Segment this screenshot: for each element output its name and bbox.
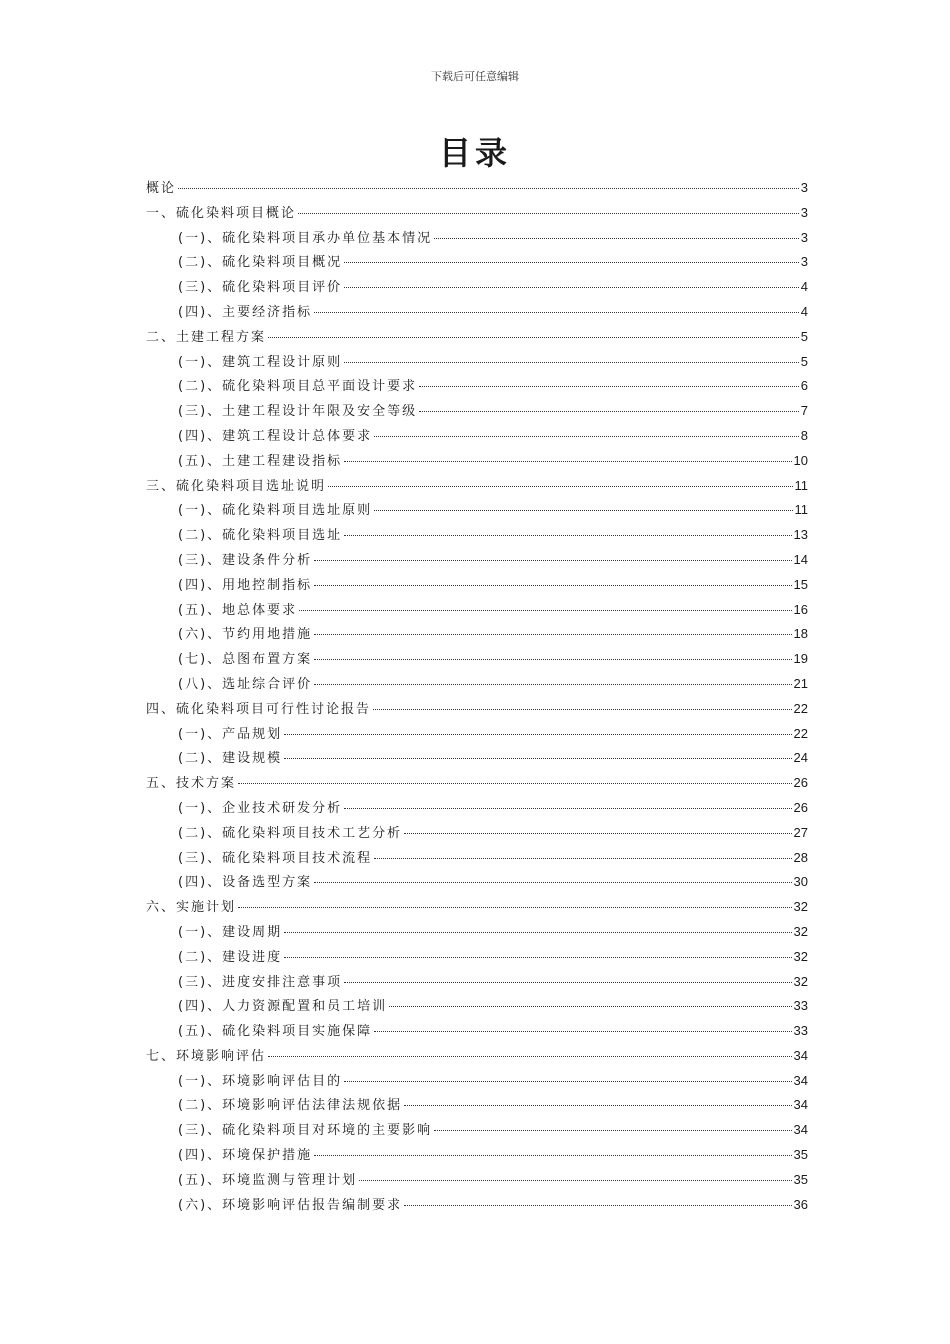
toc-subsection-entry[interactable] (146, 1168, 808, 1193)
toc-section-entry[interactable] (146, 201, 808, 226)
toc-dot-leader (374, 857, 791, 859)
toc-subsection-entry[interactable] (146, 870, 808, 895)
toc-dot-leader (284, 733, 791, 735)
toc-dot-leader (268, 1055, 792, 1057)
toc-entry-title: 概论 (146, 181, 177, 196)
toc-subsection-entry[interactable] (146, 722, 808, 747)
toc-entry-title: (五)、硫化染料项目实施保障 (178, 1024, 373, 1040)
toc-dot-leader (284, 956, 791, 958)
toc-title: 目录 (438, 134, 511, 172)
toc-dot-leader (389, 1005, 791, 1007)
toc-dot-leader (419, 385, 799, 387)
toc-subsection-entry[interactable] (146, 1093, 808, 1118)
download-note: 下载后可任意编辑 (431, 70, 519, 83)
toc-entry-title: (八)、选址综合评价 (178, 676, 313, 692)
toc-page-number: 35 (793, 1147, 808, 1163)
toc-subsection-entry[interactable] (146, 920, 808, 945)
toc-dot-leader (374, 1030, 791, 1032)
toc-subsection-entry[interactable] (146, 746, 808, 771)
toc-entry-title: (一)、硫化染料项目承办单位基本情况 (178, 230, 433, 246)
toc-entry-title: (二)、硫化染料项目技术工艺分析 (178, 825, 403, 841)
toc-entry-title: (一)、环境影响评估目的 (178, 1073, 343, 1089)
toc-page-number: 10 (793, 452, 808, 468)
toc-dot-leader (268, 336, 799, 338)
toc-page-number: 14 (793, 551, 808, 567)
toc-page-number: 35 (793, 1171, 808, 1187)
toc-entry-title: (一)、建设周期 (178, 924, 283, 940)
toc-entry-title: (一)、企业技术研发分析 (178, 800, 343, 816)
toc-subsection-entry[interactable] (146, 1143, 808, 1168)
toc-entry-title: (三)、硫化染料项目对环境的主要影响 (178, 1123, 433, 1139)
table-of-contents (146, 176, 808, 1217)
toc-page-number: 11 (794, 477, 808, 493)
toc-page-number: 18 (793, 626, 808, 642)
toc-entry-title: (一)、建筑工程设计原则 (178, 354, 343, 370)
toc-dot-leader (314, 1154, 791, 1156)
toc-page-number: 32 (793, 899, 808, 915)
toc-subsection-entry[interactable] (146, 226, 808, 251)
toc-dot-leader (314, 658, 791, 660)
toc-dot-leader (314, 584, 791, 586)
toc-dot-leader (344, 460, 791, 462)
toc-page-number: 34 (793, 1097, 808, 1113)
toc-page-number: 34 (793, 1047, 808, 1063)
toc-page-number: 32 (793, 973, 808, 989)
toc-section-entry[interactable] (146, 325, 808, 350)
toc-entry-title: 三、硫化染料项目选址说明 (146, 478, 327, 494)
toc-page-number: 26 (793, 775, 808, 791)
toc-page-number: 21 (793, 675, 808, 691)
toc-page-number: 34 (793, 1122, 808, 1138)
toc-entry-title: (二)、建设规模 (178, 751, 283, 767)
toc-dot-leader (419, 410, 799, 412)
toc-page-number: 3 (800, 229, 808, 245)
toc-dot-leader (298, 212, 799, 214)
toc-entry-title: (七)、总图布置方案 (178, 652, 313, 668)
toc-entry-title: (四)、设备选型方案 (178, 875, 313, 891)
toc-dot-leader (344, 807, 791, 809)
toc-page-number: 30 (793, 874, 808, 890)
toc-dot-leader (314, 559, 791, 561)
toc-dot-leader (434, 1129, 791, 1131)
toc-page-number: 13 (793, 527, 808, 543)
toc-dot-leader (238, 782, 792, 784)
toc-page-number: 22 (793, 725, 808, 741)
toc-page-number: 11 (794, 502, 808, 518)
toc-entry-title: (一)、硫化染料项目选址原则 (178, 503, 373, 519)
toc-section-entry[interactable] (146, 474, 808, 499)
toc-dot-leader (344, 261, 799, 263)
toc-page-number: 27 (793, 824, 808, 840)
toc-page-number: 5 (800, 353, 808, 369)
toc-page-number: 19 (793, 651, 808, 667)
toc-subsection-entry[interactable] (146, 399, 808, 424)
toc-dot-leader (238, 906, 792, 908)
toc-page-number: 3 (800, 180, 808, 195)
toc-entry-title: (六)、环境影响评估报告编制要求 (178, 1197, 403, 1213)
toc-entry-title: 四、硫化染料项目可行性讨论报告 (146, 701, 372, 717)
toc-page-number: 32 (793, 923, 808, 939)
toc-subsection-entry[interactable] (146, 1193, 808, 1218)
toc-entry-title: (四)、主要经济指标 (178, 304, 313, 320)
toc-subsection-entry[interactable] (146, 970, 808, 995)
toc-entry-title: (二)、硫化染料项目总平面设计要求 (178, 379, 418, 395)
toc-page-number: 3 (800, 254, 808, 270)
toc-page-number: 28 (793, 849, 808, 865)
toc-entry-title: (五)、环境监测与管理计划 (178, 1172, 358, 1188)
toc-entry-title: (三)、硫化染料项目评价 (178, 280, 343, 296)
toc-entry-title: (四)、环境保护措施 (178, 1148, 313, 1164)
toc-dot-leader (373, 708, 792, 710)
toc-subsection-entry[interactable] (146, 350, 808, 375)
toc-dot-leader (284, 757, 791, 759)
toc-entry-title: 一、硫化染料项目概论 (146, 205, 297, 221)
toc-subsection-entry[interactable] (146, 622, 808, 647)
toc-entry-title: (三)、进度安排注意事项 (178, 974, 343, 990)
toc-dot-leader (284, 931, 791, 933)
toc-dot-leader (314, 683, 791, 685)
toc-dot-leader (314, 633, 791, 635)
toc-dot-leader (314, 881, 791, 883)
toc-dot-leader (344, 981, 791, 983)
toc-entry-title: (六)、节约用地措施 (178, 627, 313, 643)
toc-subsection-entry[interactable] (146, 1118, 808, 1143)
toc-page-number: 36 (793, 1196, 808, 1212)
toc-subsection-entry[interactable] (146, 821, 808, 846)
toc-section-entry[interactable] (146, 895, 808, 920)
toc-section-entry[interactable] (146, 697, 808, 722)
toc-page-number: 3 (800, 204, 808, 220)
toc-page-number: 8 (800, 427, 808, 443)
toc-subsection-entry[interactable] (146, 424, 808, 449)
toc-dot-leader (344, 286, 799, 288)
toc-entry-title: (二)、建设进度 (178, 949, 283, 965)
toc-entry-title: (二)、硫化染料项目选址 (178, 528, 343, 544)
toc-dot-leader (374, 435, 799, 437)
toc-dot-leader (344, 361, 799, 363)
toc-dot-leader (299, 609, 791, 611)
toc-entry-title: (一)、产品规划 (178, 726, 283, 742)
toc-subsection-entry[interactable] (146, 647, 808, 672)
toc-entry-title: (三)、土建工程设计年限及安全等级 (178, 404, 418, 420)
toc-page-number: 22 (793, 700, 808, 716)
toc-page-number: 33 (793, 1023, 808, 1039)
toc-dot-leader (374, 509, 792, 511)
toc-entry-title: (四)、建筑工程设计总体要求 (178, 428, 373, 444)
toc-dot-leader (344, 534, 791, 536)
toc-dot-leader (434, 237, 799, 239)
toc-page-number: 26 (793, 799, 808, 815)
toc-dot-leader (314, 311, 799, 313)
toc-entry-title: (二)、环境影响评估法律法规依据 (178, 1098, 403, 1114)
toc-page-number: 6 (800, 378, 808, 394)
toc-page-number: 7 (800, 403, 808, 419)
toc-dot-leader (404, 1204, 791, 1206)
toc-page-number: 16 (793, 601, 808, 617)
toc-subsection-entry[interactable] (146, 672, 808, 697)
toc-entry-title: 五、技术方案 (146, 776, 237, 792)
toc-entry-title: (二)、硫化染料项目概况 (178, 255, 343, 271)
toc-subsection-entry[interactable] (146, 300, 808, 325)
toc-entry-title: (四)、用地控制指标 (178, 577, 313, 593)
toc-subsection-entry[interactable] (146, 374, 808, 399)
toc-subsection-entry[interactable] (146, 449, 808, 474)
toc-entry-title: 七、环境影响评估 (146, 1048, 267, 1064)
toc-dot-leader (359, 1179, 791, 1181)
toc-dot-leader (404, 1104, 791, 1106)
toc-entry-title: (三)、硫化染料项目技术流程 (178, 850, 373, 866)
toc-dot-leader (344, 1080, 791, 1082)
toc-subsection-entry[interactable] (146, 573, 808, 598)
toc-entry-title: (三)、建设条件分析 (178, 552, 313, 568)
toc-subsection-entry[interactable] (146, 1069, 808, 1094)
toc-page-number: 33 (793, 998, 808, 1014)
toc-subsection-entry[interactable] (146, 945, 808, 970)
toc-page-number: 5 (800, 328, 808, 344)
toc-dot-leader (328, 485, 792, 487)
toc-entry-title: (四)、人力资源配置和员工培训 (178, 999, 388, 1015)
toc-section-entry[interactable] (146, 1044, 808, 1069)
toc-page-number: 34 (793, 1072, 808, 1088)
toc-entry-title: (五)、地总体要求 (178, 602, 298, 618)
toc-subsection-entry[interactable] (146, 523, 808, 548)
toc-dot-leader (178, 187, 799, 189)
toc-subsection-entry[interactable] (146, 250, 808, 275)
toc-page-number: 4 (800, 303, 808, 319)
toc-page-number: 24 (793, 750, 808, 766)
toc-subsection-entry[interactable] (146, 846, 808, 871)
toc-entry-title: 二、土建工程方案 (146, 329, 267, 345)
toc-entry-title: (五)、土建工程建设指标 (178, 453, 343, 469)
toc-subsection-entry[interactable] (146, 498, 808, 523)
toc-dot-leader (404, 832, 791, 834)
toc-subsection-entry[interactable] (146, 994, 808, 1019)
toc-subsection-entry[interactable] (146, 1019, 808, 1044)
toc-subsection-entry[interactable] (146, 548, 808, 573)
toc-subsection-entry[interactable] (146, 275, 808, 300)
toc-section-entry[interactable] (146, 176, 808, 201)
toc-entry-title: 六、实施计划 (146, 900, 237, 916)
toc-section-entry[interactable] (146, 771, 808, 796)
toc-page-number: 4 (800, 279, 808, 295)
toc-page-number: 32 (793, 948, 808, 964)
toc-page-number: 15 (793, 576, 808, 592)
toc-subsection-entry[interactable] (146, 598, 808, 623)
toc-subsection-entry[interactable] (146, 796, 808, 821)
